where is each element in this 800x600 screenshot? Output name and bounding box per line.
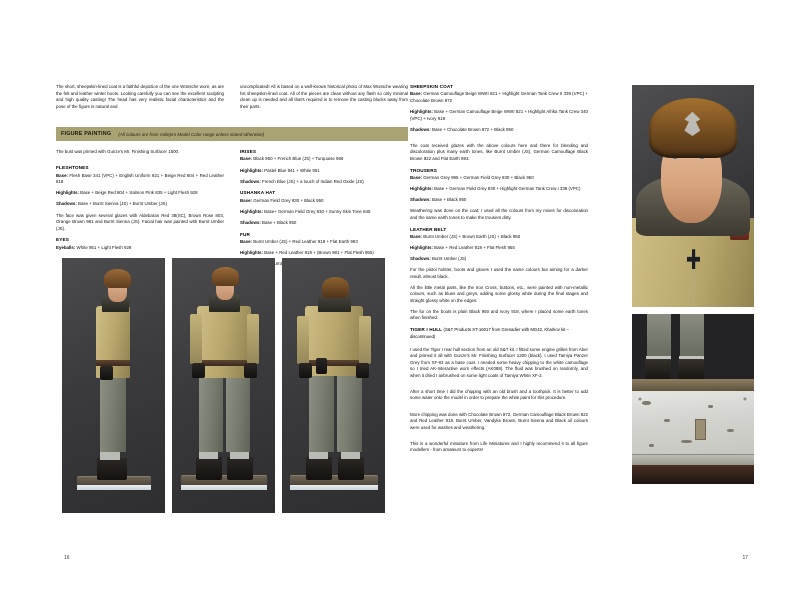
figure-painting-banner bbox=[56, 127, 408, 141]
intro-column-1 bbox=[56, 84, 224, 110]
section-heading: FUR bbox=[240, 231, 250, 237]
figure-side-view-photo bbox=[62, 258, 165, 513]
paint-line: Base: Burnt Umber (JS) + Red Leather 818 + Flat Earth 983 bbox=[240, 239, 358, 245]
tiger-hull-photo bbox=[632, 314, 754, 484]
paint-line: Base: Black 950 + French Blue (JS) + Turquoise 966 bbox=[240, 156, 344, 162]
tiger-hull-title: TIGER I HULL bbox=[410, 327, 443, 333]
section-heading: EYES bbox=[56, 237, 69, 243]
page-number-right: 17 bbox=[742, 555, 748, 561]
section-sheepskin-coat bbox=[410, 84, 588, 162]
section-irises bbox=[240, 149, 408, 185]
tiger-hull-note: (S&T Products ST-16017 from Grenadier with MG42, Kharkov kit –discontinued) bbox=[410, 327, 569, 339]
paint-line: Base: German Grey 995 + German Field Grey 830 + Black 950 bbox=[410, 175, 534, 181]
hull-hatch-detail bbox=[695, 419, 706, 440]
primer-note: The bust was primed with Gunze's Mr. Finishing Surfacer 1500. bbox=[56, 149, 180, 154]
intro-paragraph-2: uncomplicated! All is based on a well-known historical photo of Max Wünsche wearing his sheepskin-lined coat. All of the pieces are clean without any flash so only minimal clean up is needed and all that's required is to remove the casting blocks away from their parts. bbox=[240, 84, 408, 109]
section-heading: FLESHTONES bbox=[56, 165, 89, 171]
section-paragraph: I used the Tiger I rear hull section from an old S&T kit. I fitted some engine grilles from Aber and primed it all with Gunze's Mr. Finishing Surfacer 1200 (black). I used Tamiya Panzer Grey from XF-63 as a base coat. I needed some heavy chipping to the white camouflage so I tried AK-Interactive worn effects (AK088). The fluid was brushed on randomly, and when it dried I airbrushed on some light coats of Tamiya White XF-2. bbox=[410, 346, 588, 378]
figure-rear-view-photo bbox=[282, 258, 385, 513]
paint-note: Weathering was done on the coat; I used all the colours from my mixes for discoloration and the same earth tones to make the trousers dirty. bbox=[410, 208, 588, 220]
paint-line: Shadows: Base + Black 950 bbox=[410, 197, 467, 203]
section-paragraph: This is a wonderful miniature from Life Miniatures and I highly recommend it to all figure modellers - from amateurs to experts! bbox=[410, 440, 588, 453]
paint-line: Highlights: Base + German Field Grey 830 + Highlight German Tank Crew I 338 (VPC) bbox=[410, 186, 581, 192]
section-paragraph: The coat received glazes with the above colours here and there for blending and discoloration plus many earth tones, like Burnt Umber (JS), German Camouflage Black Brown 822 and Flat Earth 983. bbox=[410, 142, 588, 161]
figure-front-view-photo bbox=[172, 258, 275, 513]
section-heading bbox=[410, 327, 588, 341]
figure-painting-note: (All colours are from Vallejo's Model Color range unless stated otherwise) bbox=[118, 131, 265, 137]
paint-line: Highlights: Base + Red Leather 818 + (Brown 981 + Flat Flesh 955) bbox=[240, 250, 374, 256]
paint-column-left bbox=[56, 149, 224, 251]
paint-line: Base: Burnt Umber (JS) + Brown Earth (JS) + Black 950 bbox=[410, 233, 521, 239]
paint-line: Base: German Field Grey 830 + Black 950 bbox=[240, 197, 324, 203]
paint-line: Shadows: Base + Black 950 bbox=[240, 219, 297, 225]
paint-line: Eyeballs: White 951 + Light Flesh 928 bbox=[56, 244, 132, 250]
paint-line: Base: German Camouflage Beige WWII 821 + Highlight German Tank Crew II 339 (VPC) + Chocolate Brown 872 bbox=[410, 91, 588, 103]
paint-column-right bbox=[240, 149, 408, 268]
left-page bbox=[56, 84, 408, 561]
paint-line: Base: Flesh Base 341 (VPC) + English Uniform 921 + Beige Red 804 + Red Leather 818 bbox=[56, 172, 224, 185]
figure-painting-title: FIGURE PAINTING bbox=[61, 131, 112, 137]
paint-line: Shadows: Base + Chocolate Brown 872 + Black 950 bbox=[410, 126, 514, 132]
paint-line: Highlights: Base + Red Leather 818 + Flat Flesh 955 bbox=[410, 245, 515, 251]
section-trousers bbox=[410, 168, 588, 222]
section-heading: LEATHER BELT bbox=[410, 226, 447, 232]
bust-portrait-photo bbox=[632, 85, 754, 307]
section-leather-belt bbox=[410, 227, 588, 322]
section-tiger-i-hull bbox=[410, 327, 588, 454]
section-paragraph: More chipping was done with Chocolate Brown 872, German Camouflage Black Brown 822 and Red Leather 818. Burnt Umber, Vandyke Brown, Burnt Sienna and Black oil colours were used for washes and weathering. bbox=[410, 411, 588, 430]
section-ushanka-hat bbox=[240, 190, 408, 226]
section-heading: SHEEPSKIN COAT bbox=[410, 84, 454, 89]
paint-line: Highlights: Pastel Blue 941 + White 951 bbox=[240, 167, 320, 173]
section-heading: IRISES bbox=[240, 149, 257, 154]
paint-line: Highlights: Base+ German Field Grey 830 + Sunny Skin Tone 845 bbox=[240, 208, 371, 214]
paint-line: Shadows: French Blue (JS) + a touch of Indian Red Oxide (JS) bbox=[240, 178, 364, 184]
page-number-left: 16 bbox=[64, 555, 70, 561]
section-heading: TROUSERS bbox=[410, 167, 438, 173]
paint-line: Highlights: Base + German Camouflage Beige WWII 821 + Highlight Afrika Tank Crew 340 (VPC) + Ivory 918 bbox=[410, 109, 588, 121]
paint-note: For the pistol holster, boots and gloves I used the same colours but aiming for a darker result, almost black. bbox=[410, 267, 588, 279]
paint-note: All the little metal parts, like the Iron Cross, buttons, etc., were painted with non-metallic colours, such as blues and greys, adding some glossy white during the final stages and straight glossy white on the edges. bbox=[410, 284, 588, 303]
paint-line: Umber bbox=[273, 261, 287, 267]
paint-column-right-page bbox=[410, 84, 588, 454]
section-paragraph: After a short time I did the chipping with an old brush and a toothpick. It is better to add some water onto the model in order to prepare the white paint for this procedure. bbox=[410, 388, 588, 401]
intro-paragraph-1: The short, sheepskin-lined coat is a faithful depiction of the one Wünsche wore, as are the felt and leather winter boots. Looking carefully you can see the excellent sculpting and high quality casting! The head has very realistic facial characteristics and the pose of the figure is natural and bbox=[56, 84, 224, 109]
right-page bbox=[410, 84, 754, 561]
paint-line: Shadows: Burnt Umber (JS) bbox=[410, 256, 467, 262]
paint-note: The face was given several glazes with Aldebaran Red 38(SC), Brown Rose 803, Orange Brown 981 and Burnt Sienna (JS). Facial hair was painted with Burnt Umber (JS). bbox=[56, 212, 224, 231]
paint-line: Highlights: Base + Beige Red 804 + Salmon Pink 835 + Light Flesh 928 bbox=[56, 190, 198, 196]
section-fleshtones bbox=[56, 165, 224, 232]
intro-column-2 bbox=[240, 84, 408, 110]
section-heading: USHANKA HAT bbox=[240, 190, 276, 196]
paint-note: The fur on the boots is plain Black 950 and Ivory 918, where I placed some earth tones when finished. bbox=[410, 308, 588, 321]
section-eyes bbox=[56, 237, 224, 251]
paint-line: Shadows: Base + Burnt Sienna (JS) + Burnt Umber (JS) bbox=[56, 201, 167, 207]
